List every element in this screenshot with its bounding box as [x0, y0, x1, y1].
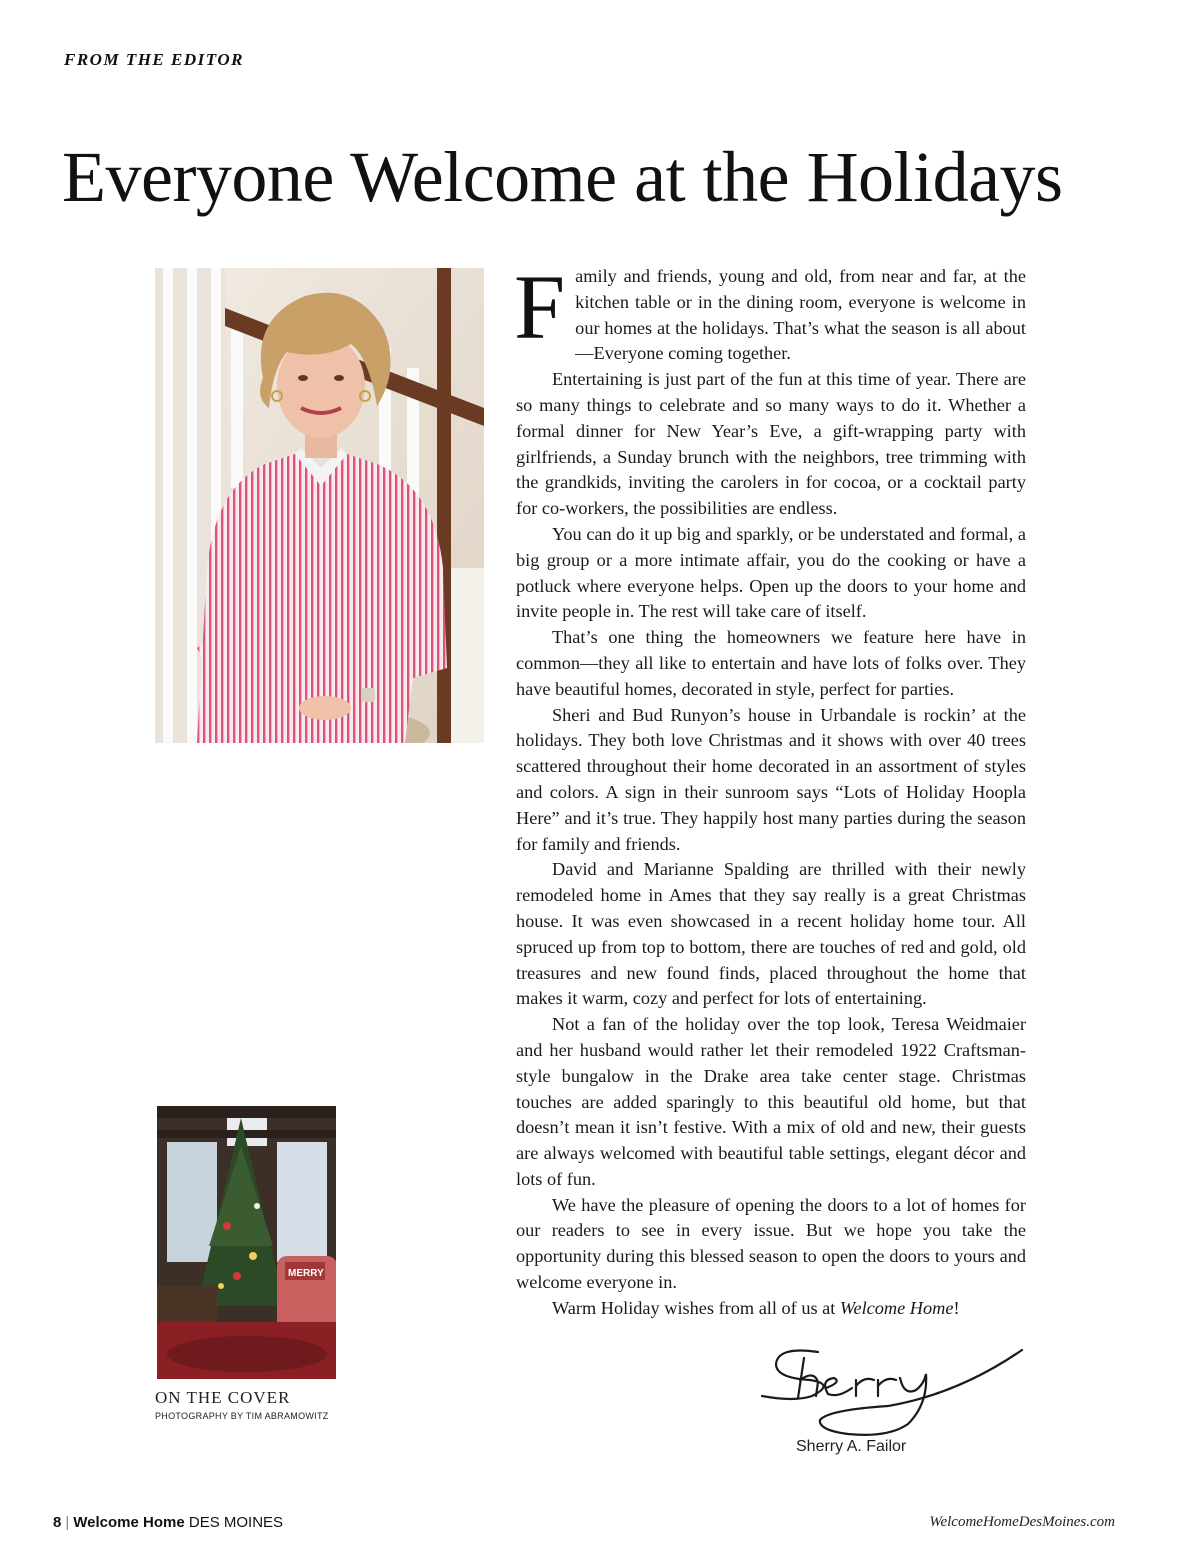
- article-paragraph: David and Marianne Spalding are thrilled with their newly remodeled home in Ames that they say really is a great Christmas house. It was even showcased in a recent holiday home tour. All spruced up from top to bottom, there are touches of red and gold, old treasures and new found finds, placed throughout the home that makes it warm, cozy and perfect for lots of entertaining.: [516, 859, 1026, 1009]
- page-title: Everyone Welcome at the Holidays: [62, 137, 1063, 217]
- magazine-city: DES MOINES: [188, 1514, 284, 1531]
- cover-thumbnail-photo: [157, 1106, 336, 1379]
- article-paragraph: You can do it up big and sparkly, or be understated and formal, a big group or a more intimate affair, you do the cooking or have a potluck where everyone helps. Open up the doors to your home and invite people in. The rest will take care of itself.: [516, 523, 1026, 622]
- article-paragraph: Family and friends, young and old, from near and far, at the kitchen table or in the dining room, everyone is welcome in our homes at the holidays. That’s what the season is all about—Everyone coming together.: [514, 256, 1026, 364]
- closing-line: Warm Holiday wishes from all of us at Welcome Home!: [552, 1297, 960, 1318]
- cover-caption-title: ON THE COVER: [155, 1388, 291, 1407]
- photo-credit: PHOTOGRAPHY BY TIM ABRAMOWITZ: [155, 1411, 329, 1421]
- article-body: [514, 256, 1026, 1322]
- magazine-brand: Welcome Home: [73, 1514, 185, 1531]
- section-label: FROM THE EDITOR: [64, 50, 244, 69]
- article-paragraph: Entertaining is just part of the fun at this time of year. There are so many things to celebrate and so many ways to do it. Whether a formal dinner for New Year’s Eve, a gift-wrapping party with girlfriends, a Sunday brunch with the neighbors, tree trimming with the grandkids, inviting the carolers in for cocoa, or a cocktail party for co-workers, the possibilities are endless.: [516, 369, 1026, 519]
- article-paragraph: Sheri and Bud Runyon’s house in Urbandale is rockin’ at the holidays. They both love Christmas and it shows with over 40 trees scattered throughout their home decorated in an assortment of styles and colors. A sign in their sunroom says “Lots of Holiday Hoopla Here” and it’s true. They happily host many parties during the season for family and friends.: [516, 704, 1026, 854]
- merry-pillow-text: MERRY: [288, 1268, 324, 1279]
- article-paragraph: That’s one thing the homeowners we feature here have in common—they all like to entertain and have lots of folks over. They have beautiful homes, decorated in style, perfect for parties.: [516, 627, 1026, 699]
- editor-name: Sherry A. Failor: [796, 1438, 907, 1455]
- magazine-name: Welcome Home: [839, 1297, 954, 1318]
- page-number: 8: [53, 1514, 62, 1531]
- editor-portrait-photo: [155, 268, 484, 743]
- website-url: WelcomeHomeDesMoines.com: [929, 1514, 1115, 1530]
- article-paragraph: Not a fan of the holiday over the top look, Teresa Weidmaier and her husband would rather let their remodeled 1922 Craftsman-style bungalow in the Drake area take center stage. Christmas touches are added sparingly to this beautiful old home, but that doesn’t mean it isn’t festive. With a mix of old and new, their guests are always welcomed with beautiful table settings, elegant décor and lots of fun.: [516, 1014, 1026, 1189]
- article-paragraph: We have the pleasure of opening the doors to a lot of homes for our readers to see in every issue. But we hope you take the opportunity during this blessed season to open the doors to yours and welcome everyone in.: [516, 1194, 1026, 1293]
- footer-separator: |: [65, 1514, 70, 1531]
- drop-cap: F: [514, 256, 566, 358]
- handwritten-signature: [758, 1340, 1026, 1440]
- page-footer: [53, 1514, 283, 1531]
